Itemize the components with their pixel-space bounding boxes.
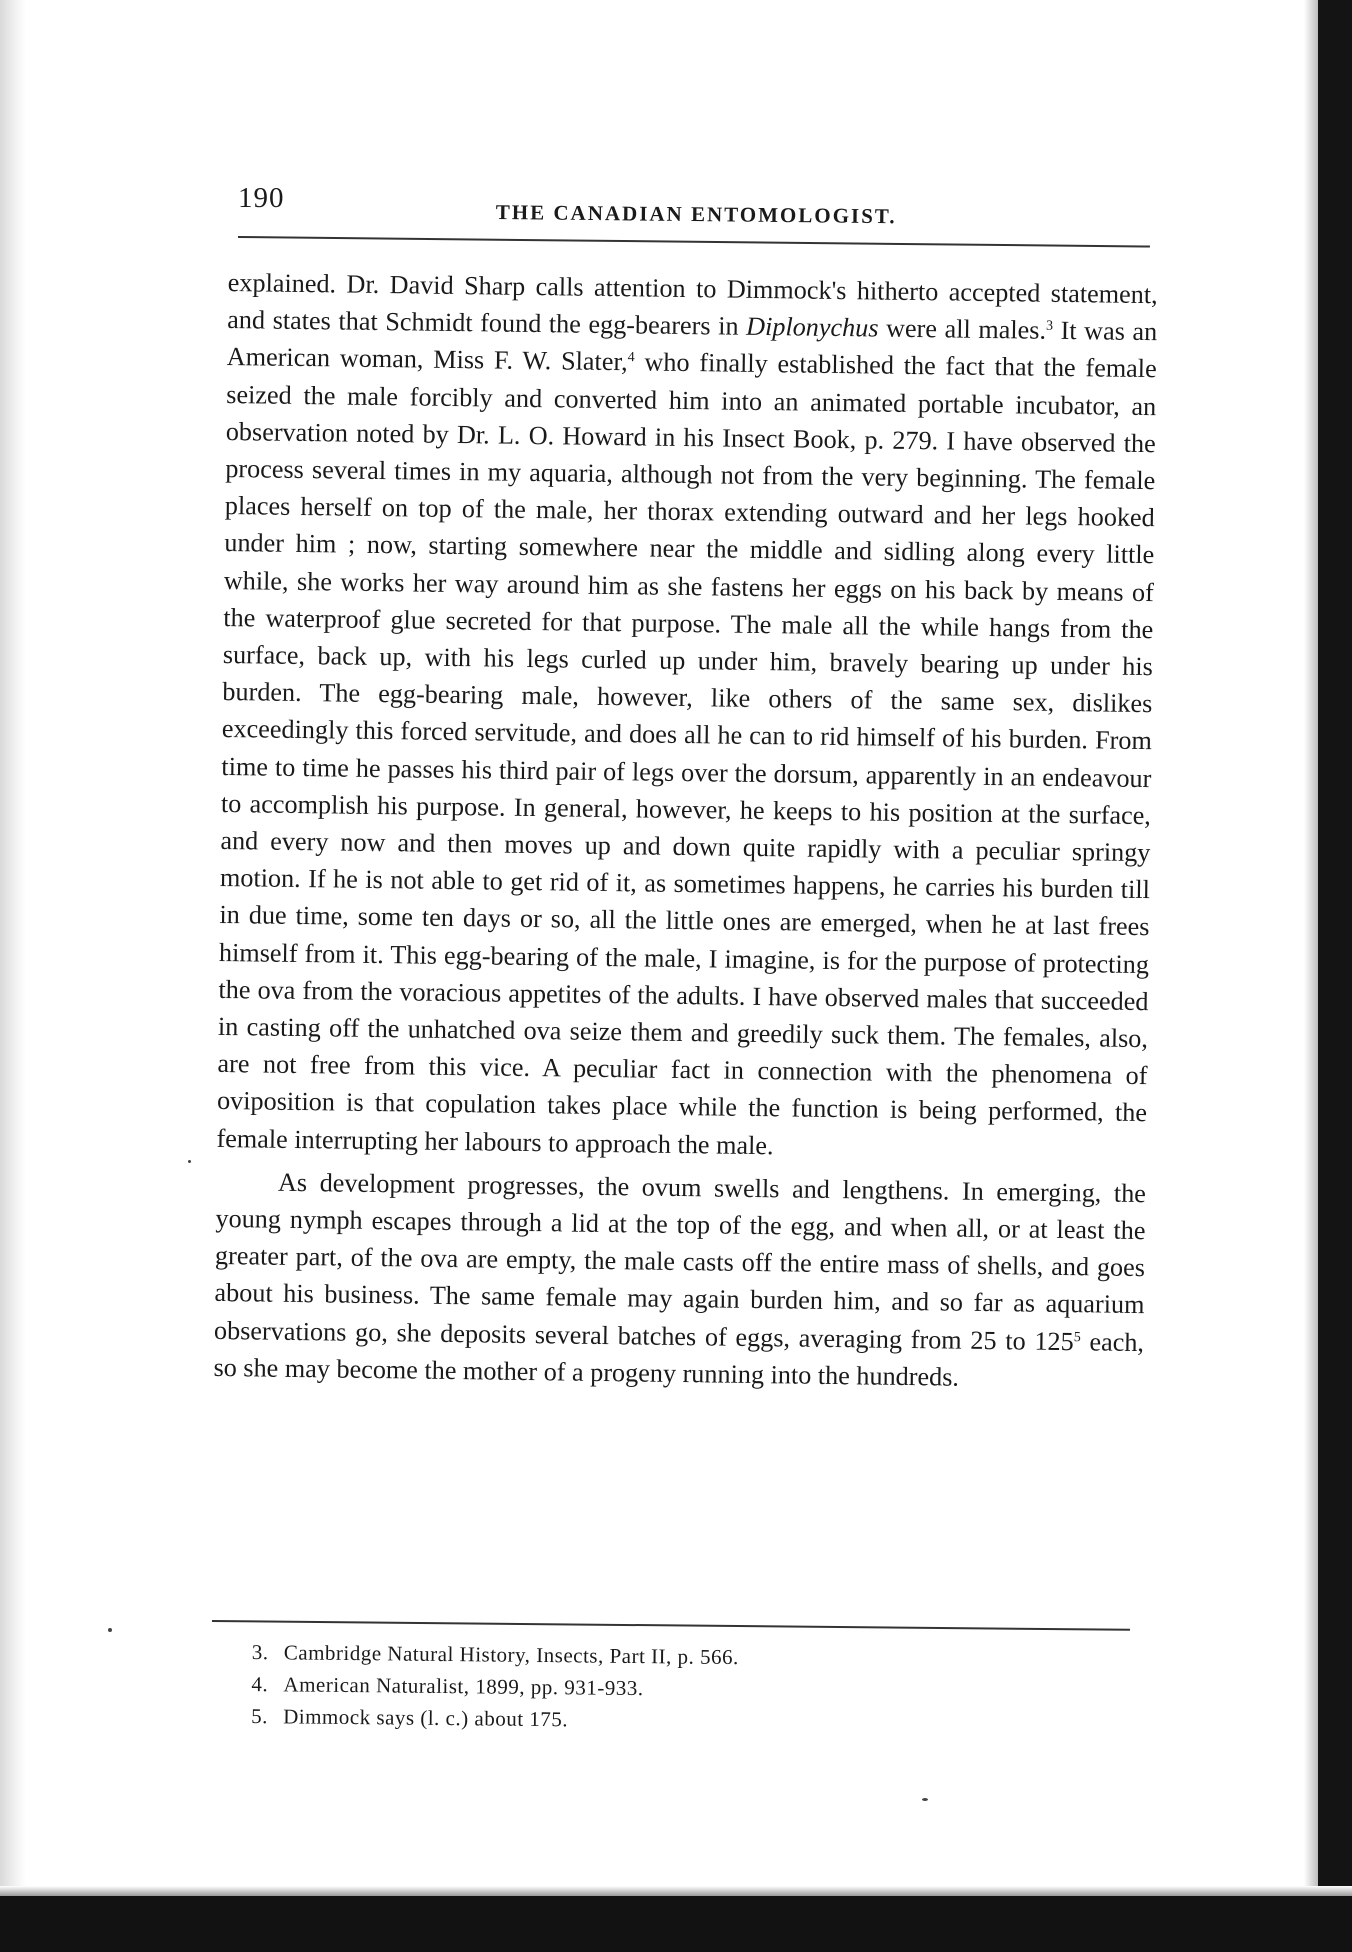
scan-edge-right-shadow bbox=[1304, 0, 1318, 1952]
article-body bbox=[213, 264, 1158, 1398]
footnote-text: American Naturalist, 1899, pp. 931-933. bbox=[283, 1672, 644, 1701]
scan-speck bbox=[188, 1160, 191, 1163]
text-run: explained. Dr. David Sharp calls attention to Dimmock's hitherto accepted statement, and states that Schmidt found the egg-bearers in bbox=[227, 267, 1158, 341]
footnote-number: 5. bbox=[251, 1703, 269, 1729]
footnote-text: Dimmock says (l. c.) about 175. bbox=[283, 1704, 569, 1732]
journal-title: THE CANADIAN ENTOMOLOGIST. bbox=[495, 200, 897, 229]
paragraph bbox=[216, 264, 1158, 1169]
paragraph bbox=[213, 1163, 1146, 1398]
running-head bbox=[238, 182, 1148, 229]
header-rule bbox=[238, 236, 1150, 248]
footnotes bbox=[251, 1636, 1032, 1740]
text-run: each, so she may become the mother of a progeny running into the hundreds. bbox=[213, 1326, 1145, 1392]
footnote-text: Cambridge Natural History, Insects, Part II, p. 566. bbox=[283, 1640, 739, 1670]
scan-speck bbox=[108, 1628, 112, 1632]
footnote-ref: 5 bbox=[1073, 1329, 1081, 1345]
scan-speck bbox=[922, 1798, 928, 1801]
footnote bbox=[251, 1700, 1031, 1740]
page-number: 190 bbox=[238, 182, 285, 214]
text-run: As development progresses, the ovum swells and lengthens. In emerging, the young nymph escapes through a lid at the top of the egg, and when all, or at least the greater part, of the ova are empty, the male casts off the entire mass of shells, and goes about his business. The same female may again burden him, and so far as aquarium observations go, she deposits several batches of eggs, averaging from 25 to 125 bbox=[213, 1167, 1147, 1356]
text-run: who finally established the fact that the female seized the male forcibly and converted him into an animated portable incubator, an observation noted by Dr. L. O. Howard in his Insect Book, p. 279. I have observed the process several times in my aquaria, although not from the very beginning. The female places herself on top of the male, her thorax extending outward and her legs hooked under him ; now, starting somewhere near the middle and sidling along every little while, she works her way around him as she fastens her eggs on his back by means of the waterproof glue secreted for that purpose. The male all the while hangs from the surface, back up, with his legs curled up under him, bravely bearing up under his burden. The egg-bearing male, however, like others of the same sex, dislikes exceedingly this forced servitude, and does all he can to rid himself of his burden. From time to time he passes his third pair of legs over the dorsum, apparently in an endeavour to accomplish his purpose. In general, however, he keeps to his position at the surface, and every now and then moves up and down quite rapidly with a peculiar springy motion. If he is not able to get rid of it, as sometimes happens, he carries his burden till in due time, some ten days or so, all the little ones are emerged, when he at last frees himself from it. This egg-bearing of the male, I imagine, is for the purpose of protecting the ova from the voracious appetites of the adults. I have observed males that succeeded in casting off the unhatched ova seize them and greedily suck them. The females, also, are not free from this vice. A peculiar fact in connection with the phenomena of oviposition is that copulation takes place while the function is being performed, the female interrupting her labours to approach the male. bbox=[216, 347, 1157, 1160]
footnote-ref: 3 bbox=[1045, 318, 1054, 334]
scan-edge-right bbox=[1318, 0, 1352, 1952]
text-run: were all males. bbox=[878, 313, 1047, 345]
scan-edge-bottom bbox=[0, 1896, 1352, 1952]
genus-name: Diplonychus bbox=[745, 311, 879, 343]
text-run: It was an American woman, Miss F. W. Slater, bbox=[226, 316, 1158, 377]
scan-edge-left bbox=[0, 0, 26, 1952]
scan-edge-bottom-shadow bbox=[0, 1886, 1352, 1896]
footnote-number: 3. bbox=[251, 1639, 269, 1665]
footnote-rule bbox=[212, 1620, 1130, 1631]
footnote-ref: 4 bbox=[627, 350, 635, 366]
footnote-number: 4. bbox=[251, 1671, 269, 1697]
